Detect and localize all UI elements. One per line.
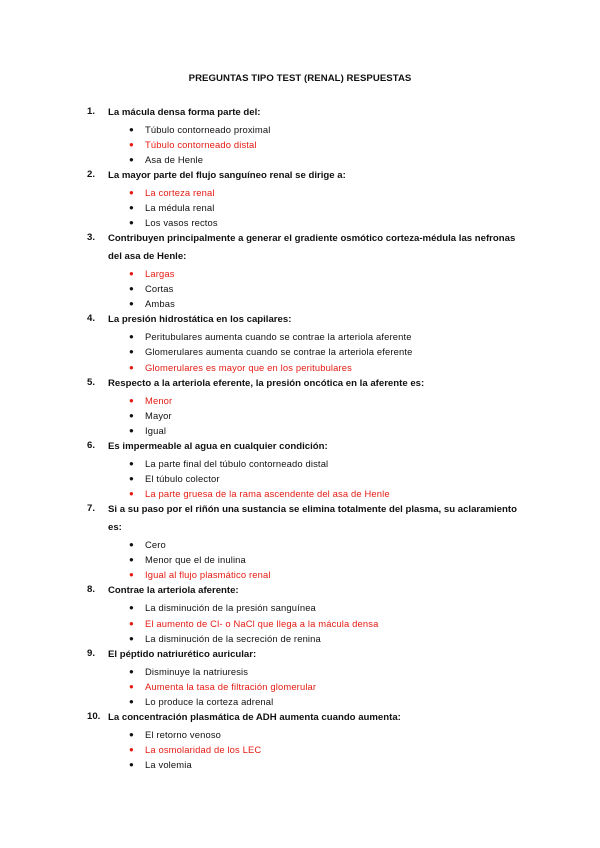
bullet-icon: ●	[129, 760, 134, 770]
answer-option-text: Asa de Henle	[145, 153, 204, 165]
answer-option-text: Los vasos rectos	[145, 216, 218, 228]
answer-options	[0, 185, 600, 230]
bullet-icon: ●	[129, 124, 134, 134]
answer-options	[0, 537, 600, 582]
answer-option-text: Lo produce la corteza adrenal	[145, 695, 274, 707]
answer-option-text: La volemia	[145, 759, 192, 771]
answer-option-text: La disminución de la presión sanguínea	[145, 602, 316, 614]
bullet-icon: ●	[129, 410, 134, 420]
bullet-icon: ●	[129, 666, 134, 676]
answer-option	[0, 408, 600, 423]
bullet-icon: ●	[129, 187, 134, 197]
bullet-icon: ●	[129, 284, 134, 294]
answer-option	[0, 552, 600, 567]
answer-option-correct	[0, 486, 600, 501]
question-number: 6.	[87, 439, 96, 451]
answer-option	[0, 344, 600, 359]
bullet-icon: ●	[129, 347, 134, 357]
answer-option	[0, 664, 600, 679]
answer-option	[0, 757, 600, 772]
answer-option-text: Disminuye la natriuresis	[145, 665, 249, 677]
question-item	[0, 709, 600, 772]
answer-option	[0, 152, 600, 167]
question-item	[0, 438, 600, 501]
question-item	[0, 582, 600, 645]
bullet-icon: ●	[129, 633, 134, 643]
answer-option	[0, 329, 600, 344]
bullet-icon: ●	[129, 603, 134, 613]
question-number: 7.	[87, 503, 96, 515]
answer-option-text: Cero	[145, 539, 166, 551]
answer-option-text: Largas	[145, 268, 175, 280]
answer-option-correct	[0, 266, 600, 281]
answer-option-correct	[0, 137, 600, 152]
question-text: La presión hidrostática en los capilares:	[108, 314, 292, 326]
question-list	[0, 104, 600, 773]
answer-option-text: Igual al flujo plasmático renal	[145, 569, 271, 581]
answer-option-text: Mayor	[145, 409, 172, 421]
question-item	[0, 646, 600, 709]
question-number: 9.	[87, 647, 96, 659]
question-item	[0, 311, 600, 374]
bullet-icon: ●	[129, 458, 134, 468]
answer-option	[0, 600, 600, 615]
answer-options	[0, 727, 600, 772]
bullet-icon: ●	[129, 299, 134, 309]
answer-option-text: Ambas	[145, 298, 175, 310]
question-text: Si a su paso por el riñón una sustancia se elimina totalmente del plasma, su aclaramiento es:	[108, 504, 517, 534]
answer-option-correct	[0, 679, 600, 694]
answer-option-text: El retorno venoso	[145, 729, 222, 741]
question-item	[0, 167, 600, 230]
answer-option-text: El túbulo colector	[145, 473, 220, 484]
answer-option-correct	[0, 185, 600, 200]
bullet-icon: ●	[129, 362, 134, 372]
answer-option	[0, 537, 600, 552]
answer-options	[0, 329, 600, 374]
question-text: Respecto a la arteriola eferente, la presión oncótica en la aferente es:	[108, 377, 425, 389]
answer-option-text: Glomerulares es mayor que en los peritubulares	[145, 361, 352, 373]
answer-option-text: La corteza renal	[145, 186, 215, 198]
question-item	[0, 501, 600, 582]
answer-options	[0, 456, 600, 501]
answer-option	[0, 631, 600, 646]
bullet-icon: ●	[129, 217, 134, 227]
bullet-icon: ●	[129, 489, 134, 499]
bullet-icon: ●	[129, 570, 134, 580]
answer-option-text: La parte gruesa de la rama ascendente del asa de Henle	[145, 488, 390, 500]
answer-options	[0, 664, 600, 709]
answer-option-text: La disminución de la secreción de renina	[145, 632, 321, 644]
answer-option	[0, 727, 600, 742]
answer-option-text: La parte final del túbulo contorneado distal	[145, 457, 329, 469]
question-text: Contrae la arteriola aferente:	[108, 585, 239, 597]
answer-option	[0, 200, 600, 215]
bullet-icon: ●	[129, 745, 134, 755]
answer-option	[0, 296, 600, 311]
question-text: La mayor parte del flujo sanguíneo renal se dirige a:	[108, 169, 346, 181]
answer-option-text: La médula renal	[145, 201, 215, 213]
question-text: Contribuyen principalmente a generar el gradiente osmótico corteza-médula las nefronas del asa de Henle:	[108, 233, 516, 263]
question-text: El péptido natriurético auricular:	[108, 648, 257, 660]
answer-option	[0, 471, 600, 486]
answer-option-correct	[0, 360, 600, 375]
answer-option-text: Igual	[145, 424, 167, 436]
answer-option-text: Menor	[145, 394, 173, 406]
bullet-icon: ●	[129, 332, 134, 342]
answer-option-text: Glomerulares aumenta cuando se contrae la arteriola eferente	[145, 346, 413, 358]
bullet-icon: ●	[129, 555, 134, 565]
answer-option	[0, 281, 600, 296]
question-number: 10.	[87, 711, 101, 723]
answer-options	[0, 122, 600, 167]
answer-option-text: Aumenta la tasa de filtración glomerular	[145, 680, 317, 692]
bullet-icon: ●	[129, 139, 134, 149]
question-number: 1.	[87, 105, 96, 117]
bullet-icon: ●	[129, 681, 134, 691]
answer-option-text: Cortas	[145, 283, 174, 295]
answer-option-text: Túbulo contorneado distal	[145, 138, 257, 150]
bullet-icon: ●	[129, 395, 134, 405]
question-text: Es impermeable al agua en cualquier condición:	[108, 440, 328, 452]
bullet-icon: ●	[129, 540, 134, 550]
bullet-icon: ●	[129, 202, 134, 212]
answer-options	[0, 266, 600, 311]
answer-option-text: Menor que el de inulina	[145, 554, 246, 566]
question-number: 3.	[87, 232, 96, 244]
bullet-icon: ●	[129, 730, 134, 740]
answer-option-correct	[0, 616, 600, 631]
bullet-icon: ●	[129, 618, 134, 628]
answer-option-text: El aumento de Cl- o NaCl que llega a la mácula densa	[145, 617, 379, 629]
bullet-icon: ●	[129, 269, 134, 279]
question-number: 4.	[87, 313, 96, 325]
answer-option-text: Peritubulares aumenta cuando se contrae la arteriola aferente	[145, 331, 412, 343]
bullet-icon: ●	[129, 425, 134, 435]
question-text: La mácula densa forma parte del:	[108, 106, 261, 118]
question-text: La concentración plasmática de ADH aumenta cuando aumenta:	[108, 712, 401, 724]
question-item	[0, 230, 600, 311]
question-number: 8.	[87, 584, 96, 596]
answer-options	[0, 600, 600, 645]
answer-option	[0, 122, 600, 137]
question-item	[0, 375, 600, 438]
question-number: 2.	[87, 168, 96, 180]
answer-option	[0, 215, 600, 230]
document-title: PREGUNTAS TIPO TEST (RENAL) RESPUESTAS	[188, 73, 412, 84]
answer-option	[0, 694, 600, 709]
answer-option-correct	[0, 393, 600, 408]
question-item	[0, 104, 600, 167]
answer-option	[0, 423, 600, 438]
answer-option-text: La osmolaridad de los LEC	[145, 744, 262, 756]
answer-option	[0, 456, 600, 471]
answer-option-text: Túbulo contorneado proximal	[145, 123, 271, 135]
question-number: 5.	[87, 376, 96, 388]
bullet-icon: ●	[129, 696, 134, 706]
bullet-icon: ●	[129, 474, 134, 483]
bullet-icon: ●	[129, 154, 134, 164]
answer-option-correct	[0, 567, 600, 582]
answer-option-correct	[0, 742, 600, 757]
answer-options	[0, 393, 600, 438]
